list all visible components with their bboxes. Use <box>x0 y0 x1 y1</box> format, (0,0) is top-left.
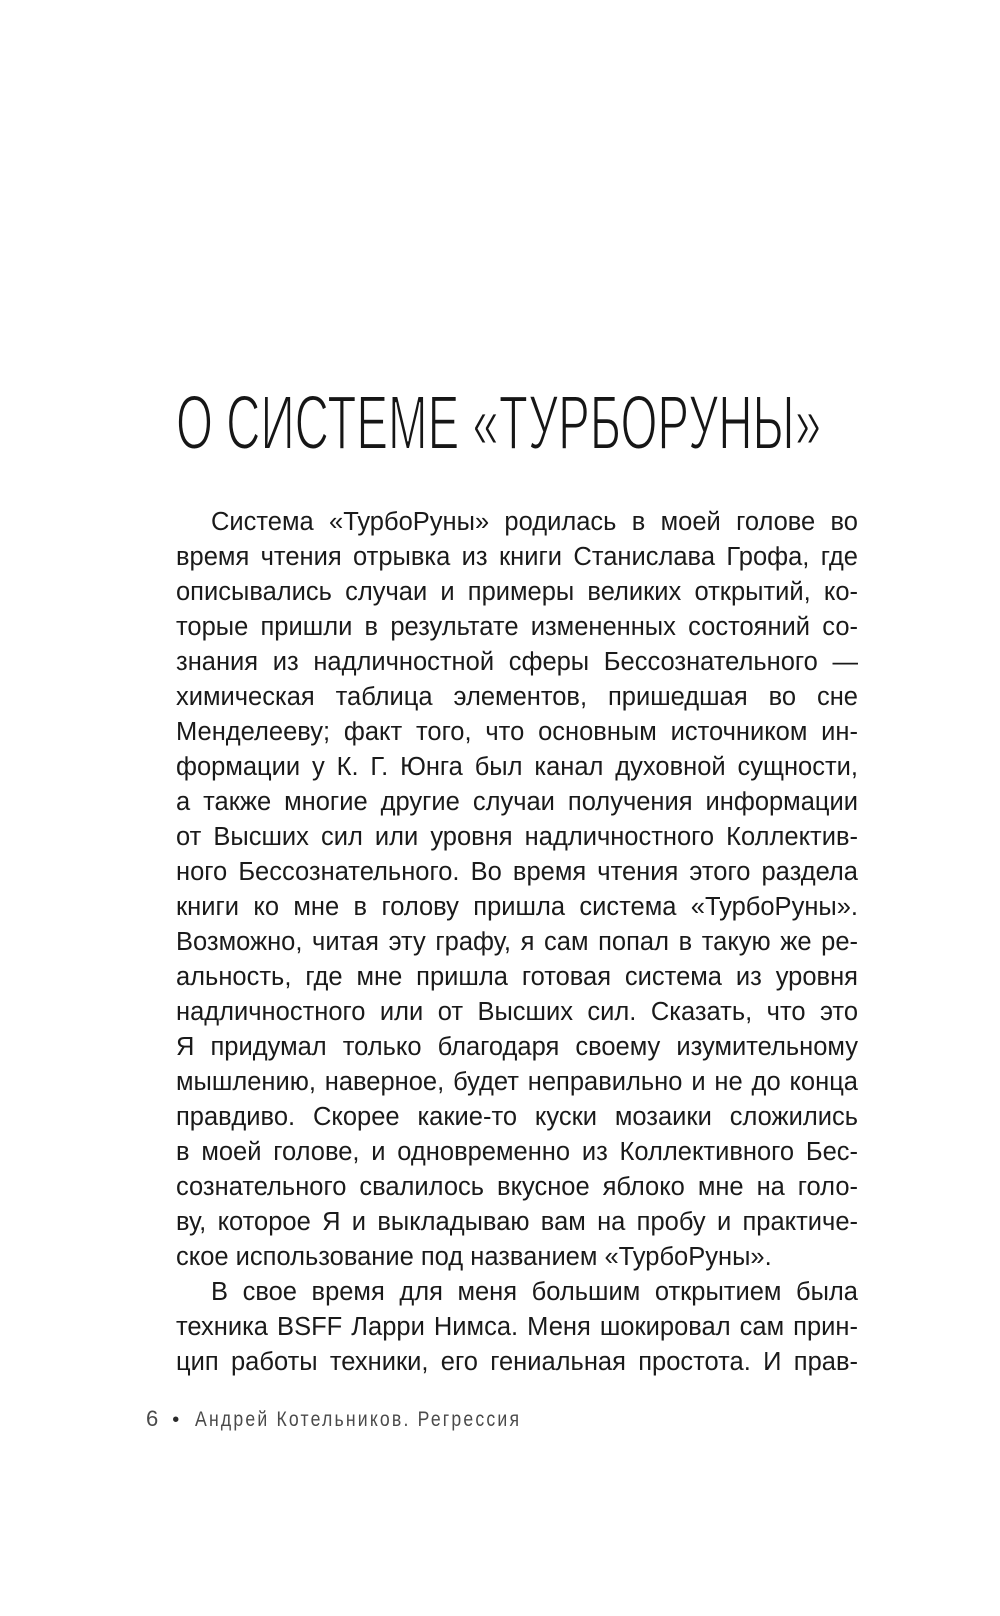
text-line: в моей голове, и одновременно из Коллективного Бес- <box>176 1138 858 1166</box>
chapter-title: О СИСТЕМЕ «ТУРБОРУНЫ» <box>176 380 822 466</box>
paragraph <box>176 505 858 1275</box>
text-line: Возможно, читая эту графу, я сам попал в такую же ре- <box>176 928 858 956</box>
text-line: надличностного или от Высших сил. Сказать, что это <box>176 998 858 1026</box>
text-line: знания из надличностной сферы Бессознательного — <box>176 648 858 676</box>
text-line: а также многие другие случаи получения информации <box>176 788 858 816</box>
text-line: время чтения отрывка из книги Станислава Грофа, где <box>176 543 858 571</box>
text-line: техника BSFF Ларри Нимса. Меня шокировал сам прин- <box>176 1313 858 1341</box>
text-line: книги ко мне в голову пришла система «ТурбоРуны». <box>176 893 858 921</box>
text-line: Система «ТурбоРуны» родилась в моей голове во <box>211 508 858 536</box>
text-line: торые пришли в результате измененных состояний со- <box>176 613 858 641</box>
text-line: альность, где мне пришла готовая система из уровня <box>176 963 858 991</box>
text-line: цип работы техники, его гениальная простота. И прав- <box>176 1348 858 1376</box>
text-line: химическая таблица элементов, пришедшая во сне <box>176 683 858 711</box>
text-line: формации у К. Г. Юнга был канал духовной сущности, <box>176 753 858 781</box>
text-line: мышлению, наверное, будет неправильно и не до конца <box>176 1068 858 1096</box>
text-line: описывались случаи и примеры великих открытий, ко- <box>176 578 858 606</box>
text-line: Я придумал только благодаря своему изумительному <box>176 1033 858 1061</box>
paragraph <box>176 1275 858 1380</box>
page-footer <box>146 1407 584 1432</box>
text-line: Менделееву; факт того, что основным источником ин- <box>176 718 858 746</box>
text-line: правдиво. Скорее какие-то куски мозаики сложились <box>176 1103 858 1131</box>
text-line: В свое время для меня большим открытием была <box>211 1278 858 1306</box>
text-line: от Высших сил или уровня надличностного Коллектив- <box>176 823 858 851</box>
running-title: Андрей Котельников. Регрессия <box>195 1408 522 1431</box>
bullet-separator: • <box>172 1409 180 1431</box>
body-text <box>176 505 858 1380</box>
text-line: ного Бессознательного. Во время чтения этого раздела <box>176 858 858 886</box>
text-line: сознательного свалилось вкусное яблоко мне на голо- <box>176 1173 858 1201</box>
text-line: ву, которое Я и выкладываю вам на пробу и практиче- <box>176 1208 858 1236</box>
text-line: ское использование под названием «ТурбоРуны». <box>176 1243 772 1271</box>
page-number: 6 <box>146 1406 159 1431</box>
